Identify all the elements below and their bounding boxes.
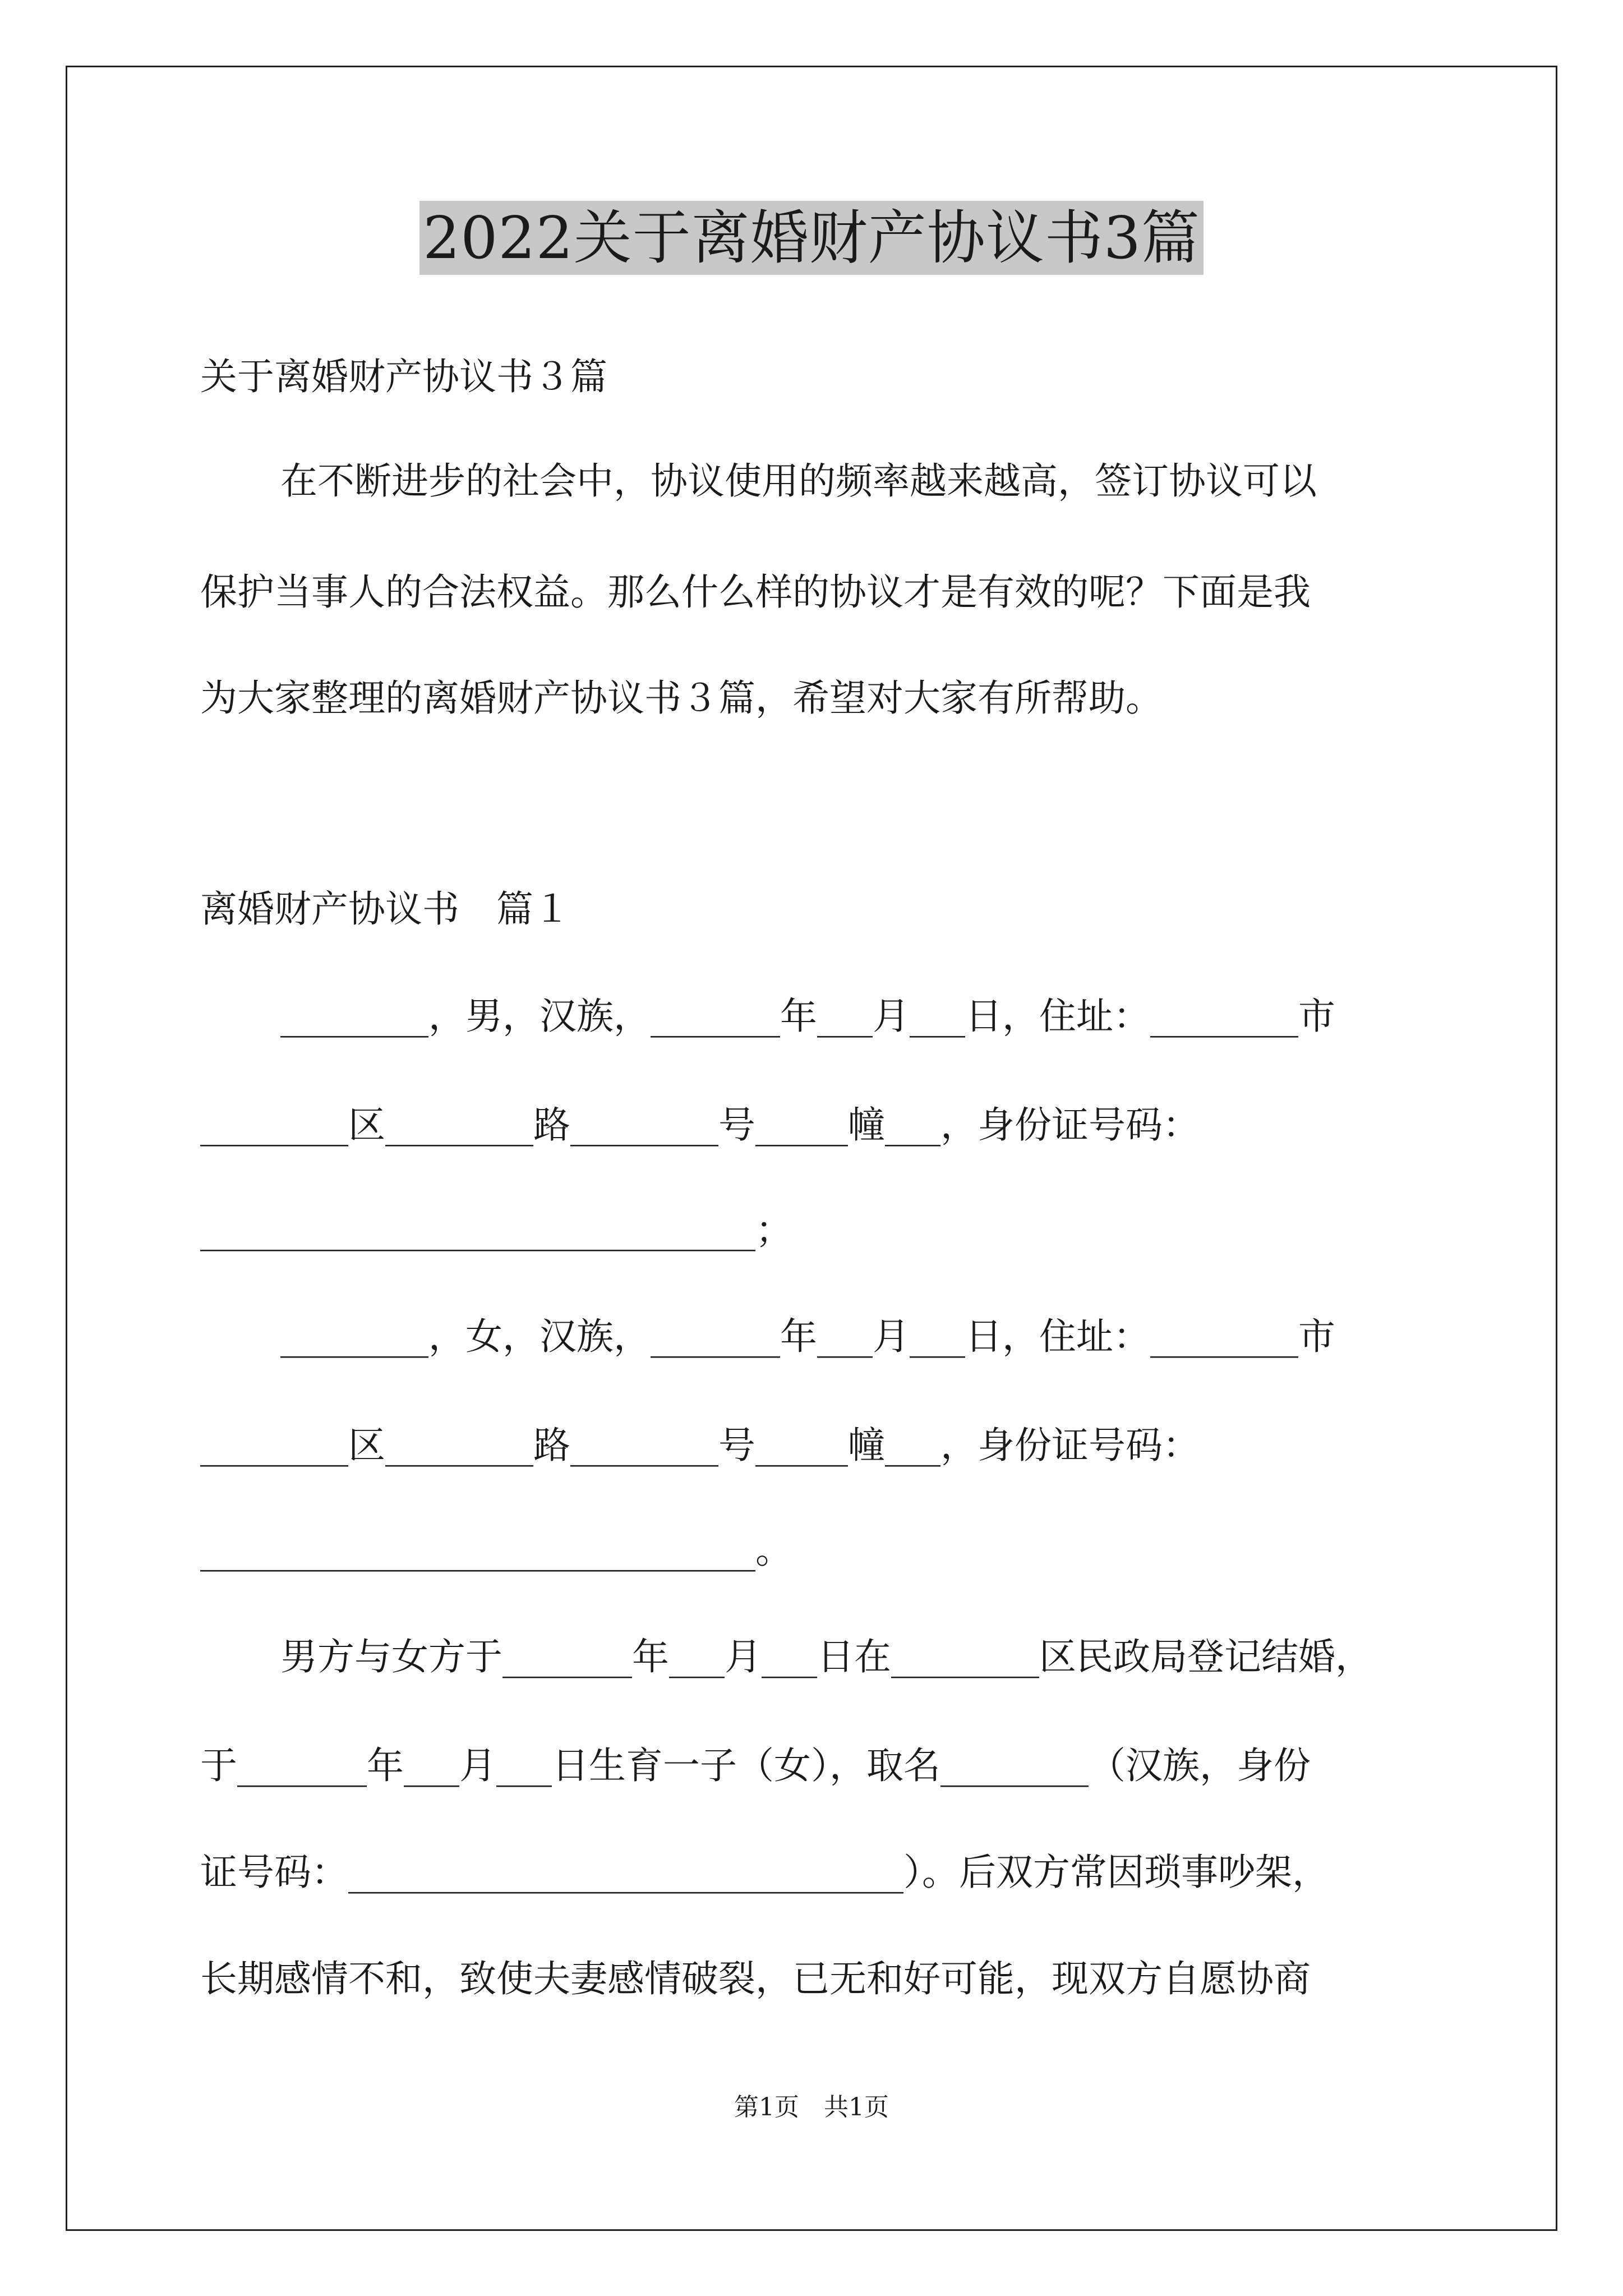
title-container <box>0 201 1623 275</box>
party-male-line-1: ________，男，汉族，_______年___月___日，住址：________市 <box>280 995 1335 1038</box>
party-male-line-2: ________区________路________号_____幢___，身份证号码： <box>200 1103 1200 1147</box>
party-male-line-3: ______________________________； <box>200 1208 792 1251</box>
body-line-4: 长期感情不和，致使夫妻感情破裂，已无和好可能，现双方自愿协商 <box>200 1957 1311 2000</box>
party-female-line-2: ________区________路________号_____幢___，身份证号码： <box>200 1424 1200 1467</box>
document-title: 2022关于离婚财产协议书3篇 <box>419 201 1204 275</box>
body-line-2: 于_______年___月___日生育一子（女），取名________（汉族，身份 <box>200 1744 1311 1787</box>
intro-line-3: 为大家整理的离婚财产协议书３篇，希望对大家有所帮助。 <box>200 677 1163 720</box>
body-line-3: 证号码：______________________________）。后双方常因琐事吵架， <box>200 1851 1329 1894</box>
subtitle: 关于离婚财产协议书３篇 <box>200 355 607 398</box>
body-line-1: 男方与女方于_______年___月___日在________区民政局登记结婚， <box>280 1635 1372 1678</box>
party-female-line-3: ______________________________。 <box>200 1529 792 1572</box>
intro-line-1: 在不断进步的社会中，协议使用的频率越来越高，签订协议可以 <box>280 459 1317 503</box>
party-female-line-1: ________，女，汉族，_______年___月___日，住址：________市 <box>280 1315 1335 1358</box>
page-footer: 第1页 共1页 <box>734 2093 889 2122</box>
section-heading: 离婚财产协议书 篇１ <box>200 887 570 931</box>
intro-line-2: 保护当事人的合法权益。那么什么样的协议才是有效的呢？下面是我 <box>200 570 1311 614</box>
